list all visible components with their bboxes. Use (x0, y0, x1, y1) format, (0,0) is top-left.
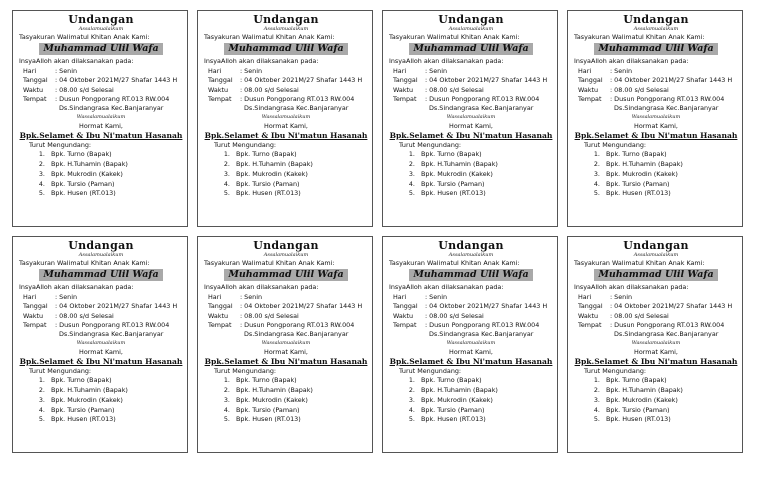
detail-row-address-cont (389, 104, 553, 113)
address-continuation: Ds.Sindangrasa Kec.Banjaranyar (59, 330, 164, 339)
detail-row-date (19, 76, 183, 85)
regards-text: Hormat Kami, (449, 347, 493, 356)
detail-row-date (389, 76, 553, 85)
co-inviters-list (204, 376, 368, 425)
list-item: 1. Bpk. Turno (Bapak) (47, 376, 183, 386)
child-name: Muhammad Ulil Wafa (594, 43, 718, 55)
card-title: Undangan (438, 13, 504, 26)
list-item: 3. Bpk. Mukrodin (Kakek) (232, 396, 368, 406)
detail-value: : Dusun Pongporang RT.013 RW.004 (425, 95, 540, 104)
detail-value: : Dusun Pongporang RT.013 RW.004 (240, 321, 355, 330)
detail-row-place (204, 95, 368, 104)
greeting-closing: Wassalamualaikum (261, 339, 311, 346)
detail-row-address-cont (389, 330, 553, 339)
list-item: 1. Bpk. Turno (Bapak) (232, 376, 368, 386)
detail-value: : Senin (55, 66, 78, 75)
list-item: 5. Bpk. Husen (RT.013) (232, 189, 368, 199)
detail-label: Hari (208, 292, 222, 301)
detail-label: Tempat (578, 321, 602, 330)
list-item: 1. Bpk. Turno (Bapak) (417, 376, 553, 386)
detail-row-date (204, 302, 368, 311)
detail-label: Hari (23, 66, 37, 75)
greeting-opening: Assalamualaikum (448, 26, 494, 32)
detail-value: : 04 Oktober 2021M/27 Shafar 1443 H (55, 76, 178, 85)
card-title: Undangan (68, 13, 134, 26)
card-title: Undangan (438, 239, 504, 252)
list-item: 5. Bpk. Husen (RT.013) (602, 189, 738, 199)
detail-row-time (19, 86, 183, 95)
co-inviters-list (204, 150, 368, 199)
co-inviters-heading: Turut Mengundang: (29, 366, 92, 375)
detail-value: : 04 Oktober 2021M/27 Shafar 1443 H (240, 76, 363, 85)
detail-label: Tanggal (208, 76, 233, 85)
co-inviters-list (19, 376, 183, 425)
detail-value: : Senin (240, 292, 263, 301)
detail-label: Waktu (578, 85, 599, 94)
detail-label: Waktu (393, 311, 414, 320)
detail-value: : Senin (55, 292, 78, 301)
detail-label: Hari (578, 292, 592, 301)
detail-value: : Dusun Pongporang RT.013 RW.004 (55, 321, 170, 330)
detail-row-place (389, 95, 553, 104)
detail-value: : Senin (425, 292, 448, 301)
co-inviters-list (19, 150, 183, 199)
regards-text: Hormat Kami, (634, 121, 678, 130)
detail-value: : 08.00 s/d Selesai (55, 85, 114, 94)
detail-value: : 08.00 s/d Selesai (425, 311, 484, 320)
list-item: 4. Bpk. Tursio (Paman) (602, 180, 738, 190)
detail-label: Waktu (208, 85, 229, 94)
co-inviters-list (574, 150, 738, 199)
detail-label: Tempat (208, 321, 232, 330)
list-item: 1. Bpk. Turno (Bapak) (602, 376, 738, 386)
announce-text: InsyaAlloh akan dilaksanakan pada: (204, 283, 319, 292)
detail-row-day (389, 293, 553, 302)
list-item: 3. Bpk. Mukrodin (Kakek) (232, 170, 368, 180)
list-item: 1. Bpk. Turno (Bapak) (47, 150, 183, 160)
detail-value: : Dusun Pongporang RT.013 RW.004 (610, 95, 725, 104)
detail-row-time (204, 86, 368, 95)
detail-value: : 08.00 s/d Selesai (610, 85, 669, 94)
greeting-opening: Assalamualaikum (448, 252, 494, 258)
detail-row-address-cont (19, 104, 183, 113)
list-item: 2. Bpk. H.Tuhamin (Bapak) (47, 386, 183, 396)
detail-value: : 08.00 s/d Selesai (55, 311, 114, 320)
list-item: 4. Bpk. Tursio (Paman) (47, 406, 183, 416)
detail-label: Tempat (23, 95, 47, 104)
detail-label: Tempat (393, 95, 417, 104)
list-item: 3. Bpk. Mukrodin (Kakek) (417, 396, 553, 406)
detail-row-place (204, 321, 368, 330)
card-title: Undangan (253, 13, 319, 26)
detail-row-time (574, 86, 738, 95)
intro-text: Tasyakuran Walimatul Khitan Anak Kami: (204, 259, 335, 267)
list-item: 5. Bpk. Husen (RT.013) (232, 415, 368, 425)
host-names: Bpk.Selamet & Ibu Ni'matun Hasanah (19, 356, 183, 366)
detail-label: Hari (208, 66, 222, 75)
detail-value: : Dusun Pongporang RT.013 RW.004 (55, 95, 170, 104)
list-item: 2. Bpk. H.Tuhamin (Bapak) (232, 160, 368, 170)
list-item: 3. Bpk. Mukrodin (Kakek) (417, 170, 553, 180)
list-item: 4. Bpk. Tursio (Paman) (417, 180, 553, 190)
invitation-card (382, 10, 558, 227)
detail-label: Waktu (578, 311, 599, 320)
invitation-card (567, 236, 743, 453)
regards-text: Hormat Kami, (79, 347, 123, 356)
detail-label: Waktu (208, 311, 229, 320)
host-names: Bpk.Selamet & Ibu Ni'matun Hasanah (389, 130, 553, 140)
greeting-opening: Assalamualaikum (633, 252, 679, 258)
detail-label: Tanggal (393, 76, 418, 85)
greeting-closing: Wassalamualaikum (631, 339, 681, 346)
detail-row-date (19, 302, 183, 311)
host-names: Bpk.Selamet & Ibu Ni'matun Hasanah (204, 130, 368, 140)
regards-text: Hormat Kami, (634, 347, 678, 356)
list-item: 1. Bpk. Turno (Bapak) (232, 150, 368, 160)
list-item: 3. Bpk. Mukrodin (Kakek) (602, 170, 738, 180)
list-item: 4. Bpk. Tursio (Paman) (232, 406, 368, 416)
announce-text: InsyaAlloh akan dilaksanakan pada: (19, 57, 134, 66)
card-title: Undangan (68, 239, 134, 252)
regards-text: Hormat Kami, (264, 121, 308, 130)
invitation-card (382, 236, 558, 453)
intro-text: Tasyakuran Walimatul Khitan Anak Kami: (574, 33, 705, 41)
detail-label: Hari (393, 292, 407, 301)
detail-value: : Senin (610, 66, 633, 75)
list-item: 3. Bpk. Mukrodin (Kakek) (47, 170, 183, 180)
detail-value: : Dusun Pongporang RT.013 RW.004 (425, 321, 540, 330)
child-name: Muhammad Ulil Wafa (594, 269, 718, 281)
detail-row-day (19, 293, 183, 302)
detail-row-address-cont (574, 330, 738, 339)
host-names: Bpk.Selamet & Ibu Ni'matun Hasanah (389, 356, 553, 366)
list-item: 3. Bpk. Mukrodin (Kakek) (602, 396, 738, 406)
list-item: 5. Bpk. Husen (RT.013) (602, 415, 738, 425)
address-continuation: Ds.Sindangrasa Kec.Banjaranyar (614, 104, 719, 113)
card-title: Undangan (253, 239, 319, 252)
list-item: 5. Bpk. Husen (RT.013) (417, 415, 553, 425)
announce-text: InsyaAlloh akan dilaksanakan pada: (389, 283, 504, 292)
regards-text: Hormat Kami, (449, 121, 493, 130)
detail-label: Tanggal (208, 302, 233, 311)
detail-label: Tanggal (393, 302, 418, 311)
detail-label: Tanggal (23, 76, 48, 85)
address-continuation: Ds.Sindangrasa Kec.Banjaranyar (614, 330, 719, 339)
detail-row-day (574, 293, 738, 302)
co-inviters-heading: Turut Mengundang: (399, 366, 462, 375)
detail-label: Tanggal (23, 302, 48, 311)
intro-text: Tasyakuran Walimatul Khitan Anak Kami: (204, 33, 335, 41)
list-item: 5. Bpk. Husen (RT.013) (47, 189, 183, 199)
announce-text: InsyaAlloh akan dilaksanakan pada: (19, 283, 134, 292)
list-item: 4. Bpk. Tursio (Paman) (47, 180, 183, 190)
host-names: Bpk.Selamet & Ibu Ni'matun Hasanah (574, 130, 738, 140)
list-item: 2. Bpk. H.Tuhamin (Bapak) (602, 160, 738, 170)
detail-row-place (389, 321, 553, 330)
list-item: 4. Bpk. Tursio (Paman) (417, 406, 553, 416)
detail-row-address-cont (574, 104, 738, 113)
detail-value: : Dusun Pongporang RT.013 RW.004 (240, 95, 355, 104)
detail-row-date (389, 302, 553, 311)
co-inviters-heading: Turut Mengundang: (29, 140, 92, 149)
intro-text: Tasyakuran Walimatul Khitan Anak Kami: (389, 33, 520, 41)
detail-label: Hari (393, 66, 407, 75)
detail-value: : Senin (610, 292, 633, 301)
detail-value: : 04 Oktober 2021M/27 Shafar 1443 H (240, 302, 363, 311)
detail-row-place (574, 321, 738, 330)
co-inviters-list (574, 376, 738, 425)
invitation-card (12, 10, 188, 227)
intro-text: Tasyakuran Walimatul Khitan Anak Kami: (19, 259, 150, 267)
announce-text: InsyaAlloh akan dilaksanakan pada: (574, 57, 689, 66)
announce-text: InsyaAlloh akan dilaksanakan pada: (204, 57, 319, 66)
detail-value: : 08.00 s/d Selesai (610, 311, 669, 320)
address-continuation: Ds.Sindangrasa Kec.Banjaranyar (59, 104, 164, 113)
detail-label: Hari (23, 292, 37, 301)
detail-label: Waktu (23, 311, 44, 320)
detail-row-day (389, 67, 553, 76)
address-continuation: Ds.Sindangrasa Kec.Banjaranyar (244, 330, 349, 339)
detail-row-address-cont (19, 330, 183, 339)
host-names: Bpk.Selamet & Ibu Ni'matun Hasanah (574, 356, 738, 366)
list-item: 2. Bpk. H.Tuhamin (Bapak) (417, 160, 553, 170)
detail-row-place (19, 95, 183, 104)
detail-value: : 04 Oktober 2021M/27 Shafar 1443 H (610, 302, 733, 311)
greeting-closing: Wassalamualaikum (446, 113, 496, 120)
detail-label: Tempat (393, 321, 417, 330)
detail-value: : 04 Oktober 2021M/27 Shafar 1443 H (425, 76, 548, 85)
detail-row-date (574, 302, 738, 311)
detail-value: : Senin (240, 66, 263, 75)
child-name: Muhammad Ulil Wafa (39, 43, 163, 55)
detail-row-date (574, 76, 738, 85)
intro-text: Tasyakuran Walimatul Khitan Anak Kami: (19, 33, 150, 41)
greeting-opening: Assalamualaikum (78, 26, 124, 32)
list-item: 2. Bpk. H.Tuhamin (Bapak) (417, 386, 553, 396)
detail-row-time (574, 312, 738, 321)
detail-row-time (19, 312, 183, 321)
list-item: 4. Bpk. Tursio (Paman) (602, 406, 738, 416)
detail-row-day (204, 67, 368, 76)
detail-row-day (204, 293, 368, 302)
detail-row-place (19, 321, 183, 330)
regards-text: Hormat Kami, (264, 347, 308, 356)
invitation-card (567, 10, 743, 227)
detail-label: Waktu (393, 85, 414, 94)
co-inviters-list (389, 376, 553, 425)
greeting-opening: Assalamualaikum (263, 252, 309, 258)
co-inviters-heading: Turut Mengundang: (399, 140, 462, 149)
invitation-card (197, 236, 373, 453)
detail-value: : Dusun Pongporang RT.013 RW.004 (610, 321, 725, 330)
co-inviters-heading: Turut Mengundang: (214, 366, 277, 375)
list-item: 5. Bpk. Husen (RT.013) (47, 415, 183, 425)
detail-label: Tempat (578, 95, 602, 104)
child-name: Muhammad Ulil Wafa (39, 269, 163, 281)
detail-value: : 04 Oktober 2021M/27 Shafar 1443 H (425, 302, 548, 311)
co-inviters-heading: Turut Mengundang: (214, 140, 277, 149)
card-title: Undangan (623, 13, 689, 26)
invitation-card (197, 10, 373, 227)
list-item: 1. Bpk. Turno (Bapak) (417, 150, 553, 160)
detail-value: : 08.00 s/d Selesai (240, 311, 299, 320)
announce-text: InsyaAlloh akan dilaksanakan pada: (574, 283, 689, 292)
detail-value: : 08.00 s/d Selesai (425, 85, 484, 94)
greeting-opening: Assalamualaikum (78, 252, 124, 258)
list-item: 1. Bpk. Turno (Bapak) (602, 150, 738, 160)
detail-row-time (389, 86, 553, 95)
invitation-card (12, 236, 188, 453)
greeting-closing: Wassalamualaikum (76, 113, 126, 120)
detail-row-day (19, 67, 183, 76)
address-continuation: Ds.Sindangrasa Kec.Banjaranyar (429, 330, 534, 339)
detail-label: Tempat (208, 95, 232, 104)
card-title: Undangan (623, 239, 689, 252)
greeting-closing: Wassalamualaikum (261, 113, 311, 120)
greeting-closing: Wassalamualaikum (631, 113, 681, 120)
detail-row-address-cont (204, 104, 368, 113)
co-inviters-heading: Turut Mengundang: (584, 140, 647, 149)
address-continuation: Ds.Sindangrasa Kec.Banjaranyar (429, 104, 534, 113)
detail-label: Tanggal (578, 76, 603, 85)
list-item: 2. Bpk. H.Tuhamin (Bapak) (232, 386, 368, 396)
greeting-closing: Wassalamualaikum (446, 339, 496, 346)
greeting-closing: Wassalamualaikum (76, 339, 126, 346)
detail-label: Waktu (23, 85, 44, 94)
announce-text: InsyaAlloh akan dilaksanakan pada: (389, 57, 504, 66)
host-names: Bpk.Selamet & Ibu Ni'matun Hasanah (204, 356, 368, 366)
intro-text: Tasyakuran Walimatul Khitan Anak Kami: (389, 259, 520, 267)
list-item: 4. Bpk. Tursio (Paman) (232, 180, 368, 190)
detail-value: : 04 Oktober 2021M/27 Shafar 1443 H (610, 76, 733, 85)
detail-value: : Senin (425, 66, 448, 75)
detail-row-date (204, 76, 368, 85)
detail-row-day (574, 67, 738, 76)
child-name: Muhammad Ulil Wafa (409, 43, 533, 55)
greeting-opening: Assalamualaikum (263, 26, 309, 32)
host-names: Bpk.Selamet & Ibu Ni'matun Hasanah (19, 130, 183, 140)
regards-text: Hormat Kami, (79, 121, 123, 130)
intro-text: Tasyakuran Walimatul Khitan Anak Kami: (574, 259, 705, 267)
detail-label: Tempat (23, 321, 47, 330)
child-name: Muhammad Ulil Wafa (224, 269, 348, 281)
list-item: 5. Bpk. Husen (RT.013) (417, 189, 553, 199)
child-name: Muhammad Ulil Wafa (224, 43, 348, 55)
detail-row-place (574, 95, 738, 104)
address-continuation: Ds.Sindangrasa Kec.Banjaranyar (244, 104, 349, 113)
list-item: 2. Bpk. H.Tuhamin (Bapak) (602, 386, 738, 396)
co-inviters-heading: Turut Mengundang: (584, 366, 647, 375)
detail-label: Tanggal (578, 302, 603, 311)
detail-value: : 08.00 s/d Selesai (240, 85, 299, 94)
detail-row-address-cont (204, 330, 368, 339)
detail-value: : 04 Oktober 2021M/27 Shafar 1443 H (55, 302, 178, 311)
detail-row-time (204, 312, 368, 321)
greeting-opening: Assalamualaikum (633, 26, 679, 32)
list-item: 2. Bpk. H.Tuhamin (Bapak) (47, 160, 183, 170)
co-inviters-list (389, 150, 553, 199)
detail-label: Hari (578, 66, 592, 75)
list-item: 3. Bpk. Mukrodin (Kakek) (47, 396, 183, 406)
detail-row-time (389, 312, 553, 321)
child-name: Muhammad Ulil Wafa (409, 269, 533, 281)
